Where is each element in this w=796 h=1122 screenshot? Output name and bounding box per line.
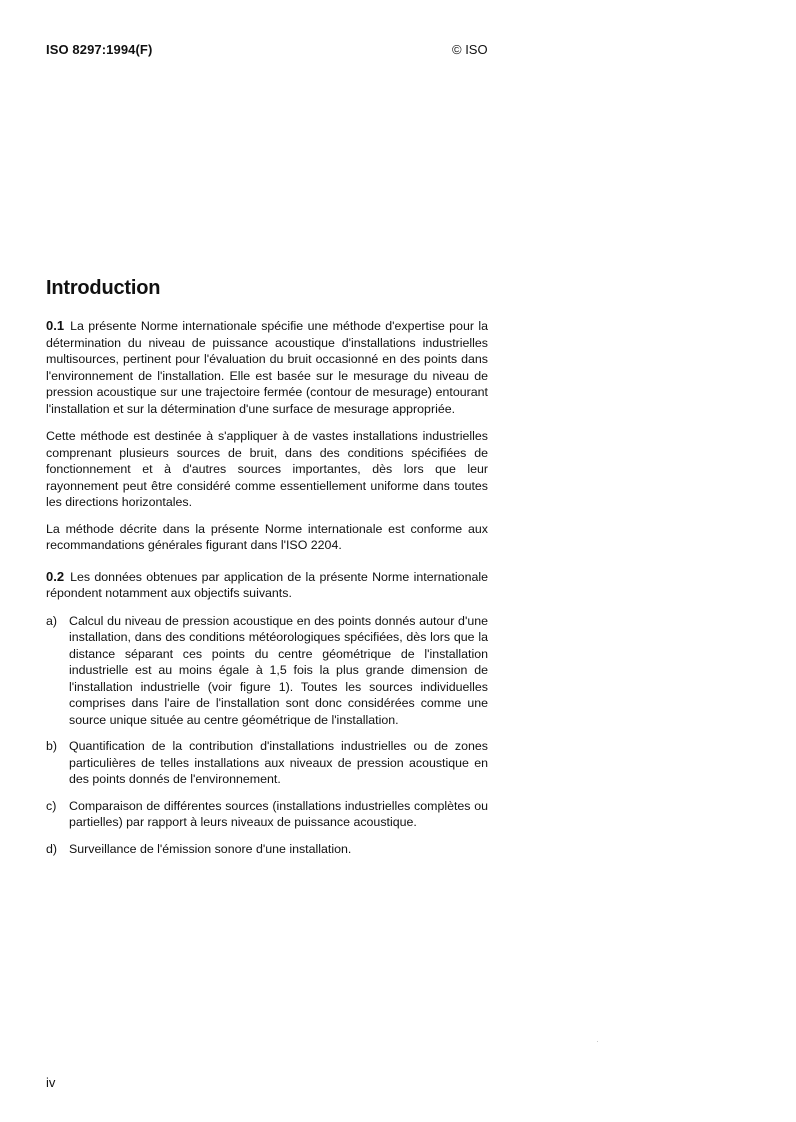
list-item: [46, 841, 488, 858]
page-header: [46, 38, 492, 60]
list-item-text: Calcul du niveau de pression acoustique en des points donnés autour d'une installation, dans des conditions météorologiques spécifiées, dès lors que la distance séparant ces points du centre géométrique de l'installation industrielle est au moins égale à 1,5 fois la plus grande dimension de l'installation industrielle (voir figure 1). Toutes les sources individuelles comprises dans l'aire de l'installation sont donc considérées comme une source unique située au centre géométrique de l'installation.: [69, 613, 488, 727]
section-number: 0.2: [46, 568, 65, 584]
paragraph-text: La présente Norme internationale spécifie une méthode d'expertise pour la détermination du niveau de puissance acoustique d'installations industrielles multisources, pertinent pour l'évaluation du bruit occasionné en des points dans l'environnement de l'installation. Elle est basée sur le mesurage du niveau de pression acoustique sur une trajectoire fermée (contour de mesurage) entourant l'installation et sur la détermination d'une surface de mesurage appropriée.: [46, 319, 488, 416]
objectives-list: [46, 613, 488, 858]
scan-speck: [597, 1041, 598, 1042]
list-marker: c): [46, 798, 57, 813]
section-0-1-paragraph-1: [46, 318, 488, 417]
section-0-2-intro: [46, 569, 488, 602]
list-marker: b): [46, 739, 58, 753]
list-marker: a): [46, 613, 58, 628]
list-item-text: Quantification de la contribution d'installations industrielles ou de zones particulières de telles installations aux niveaux de pression acoustique en des points donnés de l'environnement.: [69, 739, 488, 786]
list-item-text: Surveillance de l'émission sonore d'une installation.: [69, 841, 352, 856]
list-item-text: Comparaison de différentes sources (installations industrielles complètes ou partielles) par rapport à leurs niveaux de puissance acoustique.: [69, 798, 488, 829]
list-marker: d): [46, 841, 58, 856]
section-number: 0.1: [46, 318, 65, 333]
page-number: iv: [46, 1075, 56, 1090]
list-item: [46, 798, 488, 831]
section-title: Introduction: [46, 277, 161, 299]
paragraph-text: Les données obtenues par application de la présente Norme internationale répondent notamment aux objectifs suivants.: [46, 569, 488, 600]
list-item: [46, 738, 488, 788]
document-body: [46, 318, 488, 867]
document-id: ISO 8297:1994(F): [46, 42, 153, 57]
section-0-1-paragraph-2: Cette méthode est destinée à s'appliquer à de vastes installations industrielles comprenant plusieurs sources de bruit, dans des conditions spécifiées de fonctionnement et à d'autres sources importantes, dès lors que leur rayonnement peut être considéré comme essentiellement uniforme dans toutes les directions horizontales.: [46, 429, 488, 509]
section-0-1-paragraph-3: La méthode décrite dans la présente Norme internationale est conforme aux recommandations générales figurant dans l'ISO 2204.: [46, 521, 488, 552]
copyright-notice: © ISO: [452, 42, 488, 57]
list-item: [46, 613, 488, 729]
